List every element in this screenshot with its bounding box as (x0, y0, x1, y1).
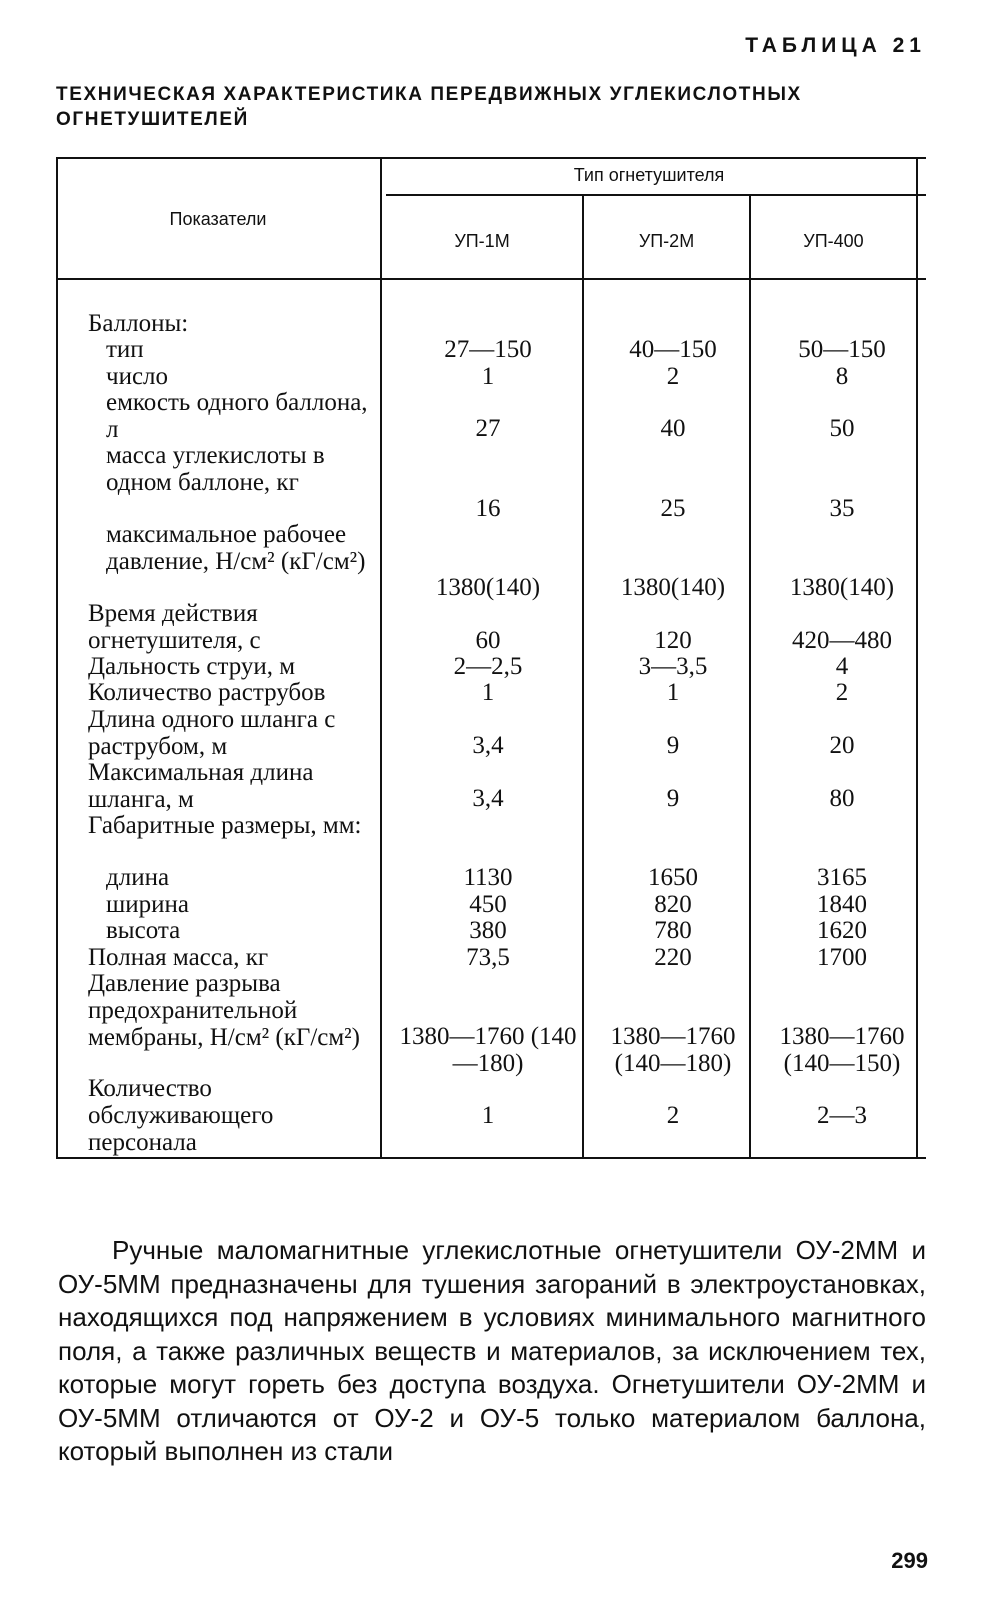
row-value-уп-400: 50—150 (798, 336, 886, 363)
body-paragraph: Ручные маломагнитные углекислотные огнетушители ОУ-2ММ и ОУ-5ММ предназначены для тушения загораний в электроустановках, находящихся под напряжением в условиях минимального магнитного поля, а также различных веществ и материалов, за исключением тех, которые могут гореть без доступа воздуха. Огнетушители ОУ-2ММ и ОУ-5ММ отличаются от ОУ-2 и ОУ-5 только материалом баллона, который выполнен из стали (58, 1235, 926, 1466)
row-value-уп-1м: 16 (475, 495, 501, 522)
group-header-rule (386, 194, 926, 196)
row-value-уп-2м: 780 (654, 917, 692, 944)
row-value-уп-2м: 1380—1760 (140—180) (610, 1023, 736, 1077)
row-value-уп-1м: 1 (481, 679, 495, 706)
row-value-уп-400: 2 (835, 679, 849, 706)
row-value-уп-2м: 1 (666, 679, 680, 706)
row-value-уп-1м: 27 (475, 415, 501, 442)
row-value-уп-2м: 40 (660, 415, 686, 442)
row-value-уп-400: 1700 (817, 944, 867, 971)
row-label: тип (106, 336, 144, 363)
row-value-уп-1м: 60 (475, 627, 501, 654)
row-label: максимальное рабочее давление, Н/см² (кГ/см²) (106, 521, 366, 575)
column-divider-1 (380, 159, 382, 1157)
row-value-уп-2м: 2 (666, 363, 680, 390)
row-label: емкость одного баллона, л (106, 389, 368, 443)
row-value-уп-1м: 1 (481, 363, 495, 390)
row-value-уп-400: 1380(140) (789, 574, 895, 601)
header-type-up400: УП-400 (803, 231, 864, 251)
row-label: Количество раструбов (88, 679, 326, 706)
row-label: Дальность струи, м (88, 653, 296, 680)
row-label: Габаритные размеры, мм: (88, 812, 362, 839)
row-label: Максимальная длина шланга, м (88, 759, 314, 813)
table-top-rule (56, 157, 926, 159)
row-value-уп-2м: 120 (654, 627, 692, 654)
row-value-уп-400: 2—3 (817, 1102, 867, 1129)
header-type-up2m: УП-2М (638, 231, 695, 251)
row-value-уп-2м: 3—3,5 (638, 653, 708, 680)
row-value-уп-400: 3165 (817, 864, 867, 891)
row-value-уп-1м: 1130 (463, 864, 513, 891)
row-value-уп-2м: 40—150 (629, 336, 717, 363)
row-value-уп-2м: 820 (654, 891, 692, 918)
row-value-уп-400: 8 (835, 363, 849, 390)
header-indicator: Показатели (169, 209, 267, 229)
spec-table (56, 157, 926, 1175)
row-label: Баллоны: (88, 310, 189, 337)
row-label: высота (106, 917, 181, 944)
row-label: Давление разрыва предохранительной мембраны, Н/см² (кГ/см²) (88, 970, 360, 1051)
row-label: Полная масса, кг (88, 944, 269, 971)
row-label: Количество обслуживающего персонала (88, 1075, 274, 1156)
row-label: длина (106, 864, 170, 891)
row-label: Длина одного шланга с раструбом, м (88, 706, 336, 760)
row-value-уп-1м: 1380—1760 (140—180) (399, 1023, 577, 1077)
row-value-уп-1м: 73,5 (466, 944, 510, 971)
page-number: 299 (891, 1548, 928, 1573)
header-type-up1m: УП-1М (454, 231, 510, 251)
row-value-уп-1м: 380 (469, 917, 507, 944)
row-label: Время действия огнетушителя, с (88, 600, 261, 654)
row-value-уп-1м: 1 (481, 1102, 495, 1129)
row-value-уп-400: 4 (835, 653, 849, 680)
row-value-уп-2м: 25 (660, 495, 686, 522)
row-value-уп-1м: 2—2,5 (453, 653, 523, 680)
table-number: ТАБЛИЦА 21 (745, 34, 926, 57)
table-title: ТЕХНИЧЕСКАЯ ХАРАКТЕРИСТИКА ПЕРЕДВИЖНЫХ УГЛЕКИСЛОТНЫХ ОГНЕТУШИТЕЛЕЙ (56, 84, 802, 130)
row-value-уп-1м: 27—150 (444, 336, 532, 363)
row-value-уп-400: 420—480 (792, 627, 892, 654)
header-bottom-rule (56, 278, 926, 280)
row-value-уп-400: 1620 (817, 917, 867, 944)
row-label: масса углекислоты в одном баллоне, кг (106, 442, 325, 496)
row-value-уп-2м: 9 (666, 785, 680, 812)
row-label: число (106, 363, 169, 390)
row-value-уп-1м: 1380(140) (435, 574, 541, 601)
row-label: ширина (106, 891, 189, 918)
row-value-уп-400: 35 (829, 495, 855, 522)
row-value-уп-400: 1380—1760 (140—150) (779, 1023, 905, 1077)
row-value-уп-1м: 3,4 (472, 732, 504, 759)
row-value-уп-2м: 2 (666, 1102, 680, 1129)
row-value-уп-400: 20 (829, 732, 855, 759)
row-value-уп-1м: 3,4 (472, 785, 504, 812)
body-text (58, 1234, 926, 1469)
row-value-уп-2м: 1380(140) (620, 574, 726, 601)
header-type-group: Тип огнетушителя (573, 165, 725, 185)
row-value-уп-2м: 1650 (648, 864, 698, 891)
row-value-уп-400: 1840 (817, 891, 867, 918)
table-bottom-rule (56, 1157, 926, 1159)
row-value-уп-400: 80 (829, 785, 855, 812)
row-value-уп-2м: 220 (654, 944, 692, 971)
row-value-уп-1м: 450 (469, 891, 507, 918)
row-value-уп-400: 50 (829, 415, 855, 442)
row-value-уп-2м: 9 (666, 732, 680, 759)
